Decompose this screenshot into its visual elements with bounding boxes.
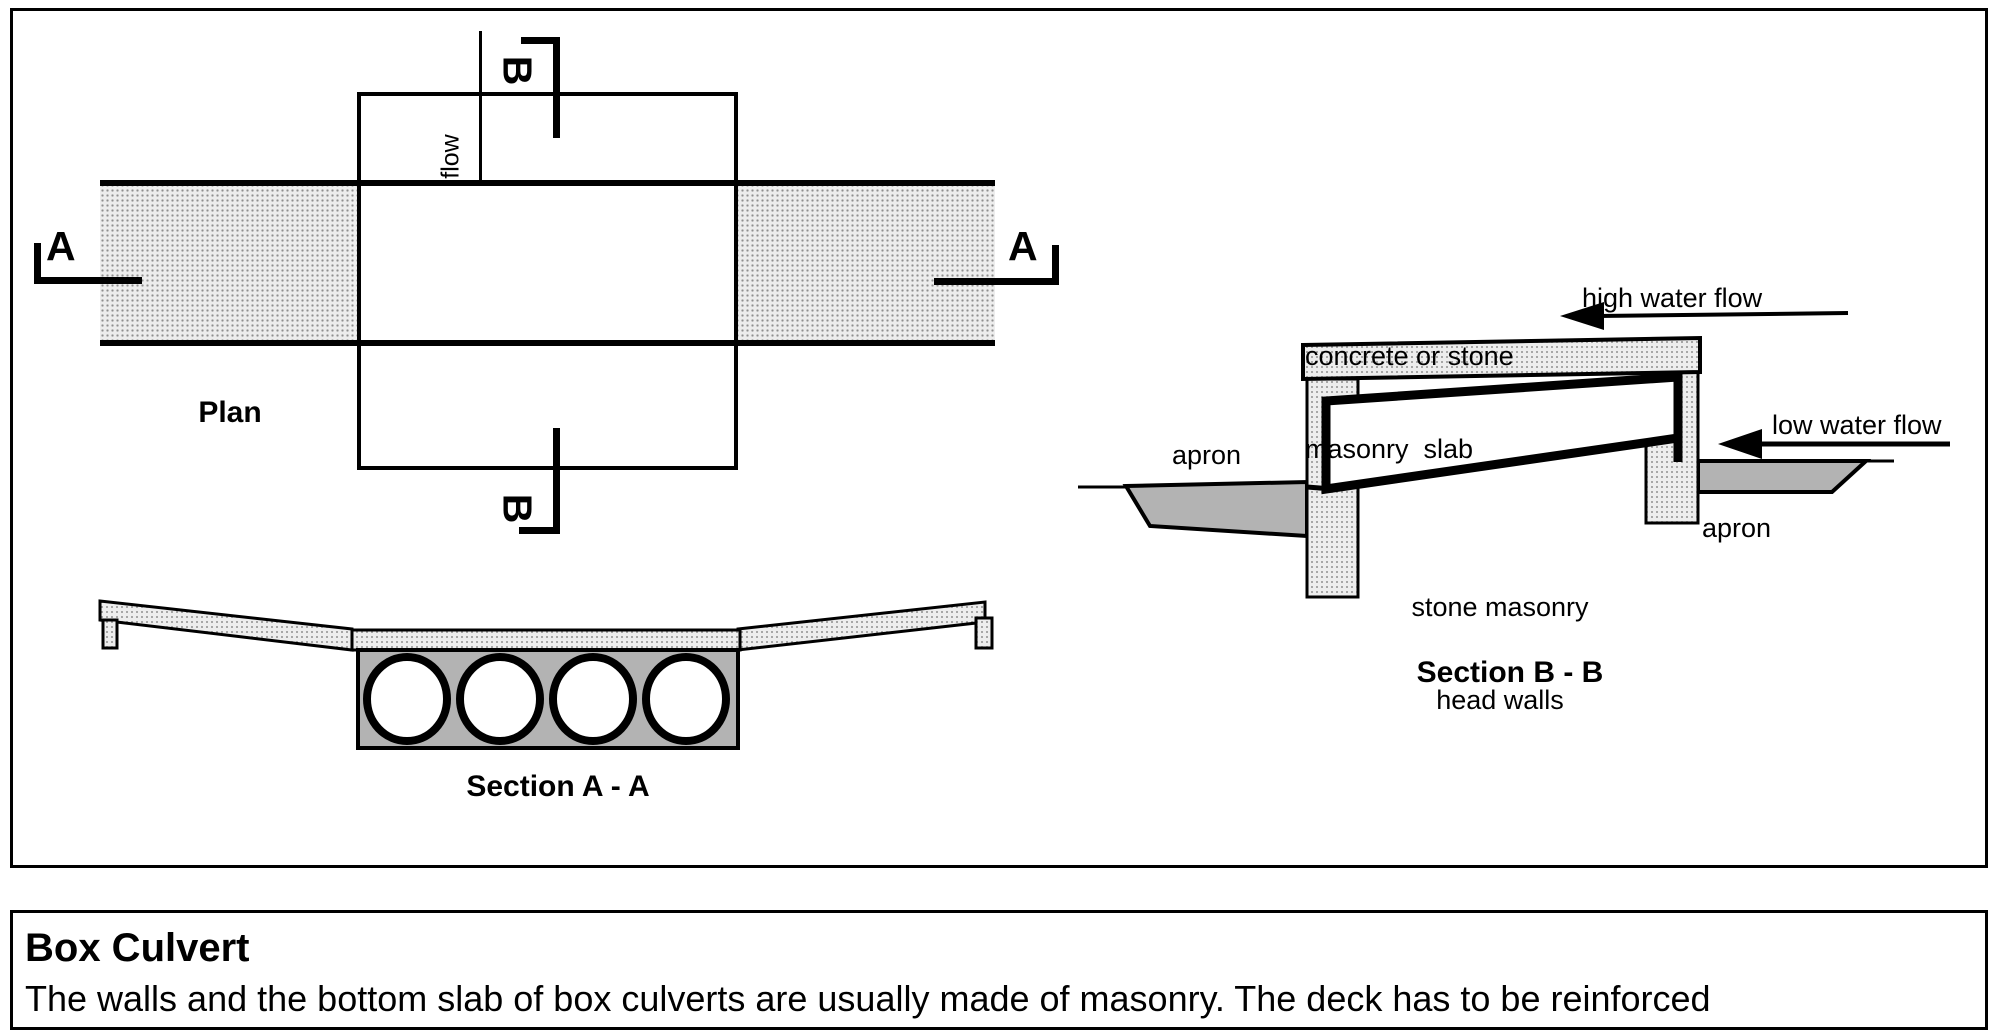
bb-low-water-label: low water flow: [1772, 410, 1942, 440]
aa-road-wing-right: [738, 602, 985, 650]
aa-caption: Section A - A: [466, 770, 650, 803]
text-panel-body: The walls and the bottom slab of box culverts are usually made of masonry. The deck has to be reinforced: [25, 978, 1711, 1019]
bb-apron-right: [1698, 461, 1866, 492]
aa-pipe-opening-4: [646, 657, 726, 741]
bb-headwall-label-line1: stone masonry: [1411, 592, 1589, 622]
aa-deck-slab: [352, 630, 740, 650]
bb-slab-label-line1: concrete or stone: [1305, 341, 1514, 371]
aa-road-wing-left: [100, 601, 352, 650]
aa-end-post-left: [103, 620, 117, 648]
bb-high-water-label: high water flow: [1582, 283, 1763, 313]
plan-flow-label: flow: [436, 133, 465, 179]
aa-end-post-right: [976, 618, 992, 648]
section-marker-b-top-letter: B: [494, 55, 541, 86]
bb-caption: Section B - B: [1416, 656, 1604, 689]
bb-slab-label: [1305, 279, 1514, 527]
bb-headwall-label-line2: head walls: [1436, 685, 1564, 715]
aa-pipe-opening-1: [367, 657, 447, 741]
section-marker-a-right-letter: A: [1008, 223, 1038, 269]
bb-apron-left: [1126, 482, 1307, 536]
bb-slab-label-line2: masonry slab: [1305, 434, 1474, 464]
bb-apron-left-label: apron: [1172, 440, 1242, 470]
text-panel-heading: Box Culvert: [25, 926, 250, 970]
section-marker-a-left-letter: A: [46, 223, 76, 269]
plan-caption: Plan: [198, 396, 262, 429]
section-marker-b-bottom-letter: B: [494, 493, 541, 524]
aa-pipe-opening-2: [460, 657, 540, 741]
bb-apron-right-label: apron: [1702, 513, 1772, 543]
low-water-arrow-head-icon: [1718, 429, 1762, 459]
aa-pipe-opening-3: [553, 657, 633, 741]
bb-headwall-label: [1350, 530, 1650, 778]
